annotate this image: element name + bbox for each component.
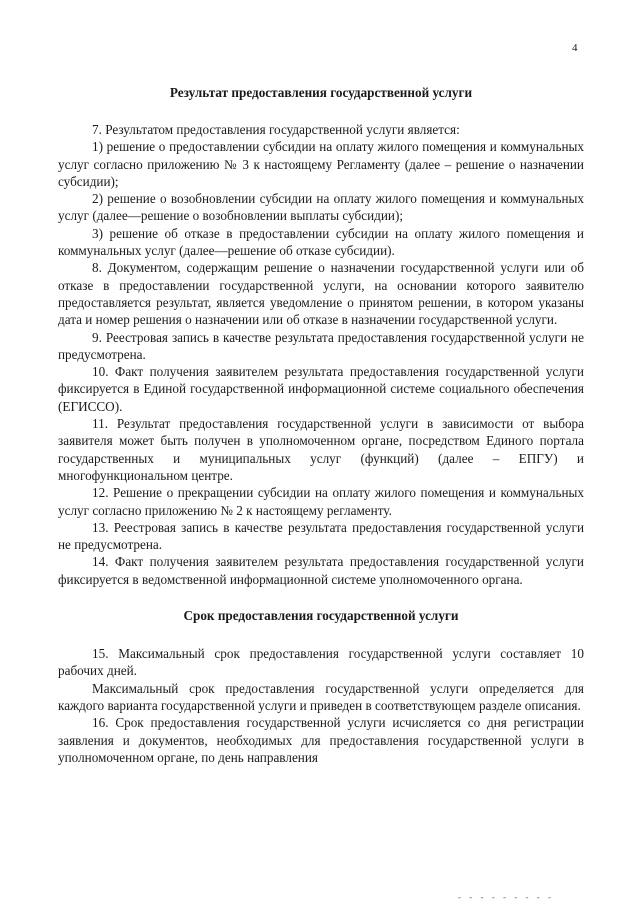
scan-artifact-marks: - - - - - - - - - [458, 892, 554, 902]
paragraph-15: 15. Максимальный срок предоставления государственной услуги составляет 10 рабочих дней. [58, 646, 584, 679]
paragraph-7-item-3: 3) решение об отказе в предоставлении субсидии на оплату жилого помещения и коммунальных услуг (далее—решение об отказе субсидии). [58, 225, 584, 259]
section-title-result: Результат предоставления государственной услуги [169, 85, 473, 100]
paragraph-14: 14. Факт получения заявителем результата предоставления государственной услуги фиксируется в ведомственной информационной системе уполномоченного органа. [58, 554, 584, 587]
paragraph-7-item-2: 2) решение о возобновлении субсидии на оплату жилого помещения и коммунальных услуг (далее—решение о возобновлении выплаты субсидии); [58, 191, 584, 224]
paragraph-10: 10. Факт получения заявителем результата предоставления государственной услуги фиксируется в Единой государственной информационной системе социального обеспечения (ЕГИССО). [58, 364, 584, 414]
paragraph-15-note: Максимальный срок предоставления государственной услуги определяется для каждого варианта государственной услуги и приведен в соответствующем разделе описания. [58, 680, 584, 713]
paragraph-12: 12. Решение о прекращении субсидии на оплату жилого помещения и коммунальных услуг согласно приложению № 2 к настоящему регламенту. [58, 485, 584, 518]
section-term-body [58, 645, 584, 766]
paragraph-8: 8. Документом, содержащим решение о назначении государственной услуги или об отказе в предоставлении государственной услуги, на основании которого заявителю предоставляется результат, является уведомление о принятом решении, в котором указаны дата и номер решения о назначении или об отказе в назначении государственной услуги. [58, 260, 584, 328]
document-body [58, 84, 584, 766]
paragraph-11: 11. Результат предоставления государственной услуги в зависимости от выбора заявителя может быть получен в уполномоченном органе, посредством Единого портала государственных и муниципальных услуг (функций) (далее – ЕПГУ) и многофункциональном центре. [58, 416, 584, 483]
paragraph-9: 9. Реестровая запись в качестве результата предоставления государственной услуги не предусмотрена. [58, 329, 584, 362]
paragraph-13: 13. Реестровая запись в качестве результата предоставления государственной услуги не предусмотрена. [58, 519, 584, 553]
paragraph-7-item-1: 1) решение о предоставлении субсидии на оплату жилого помещения и коммунальных услуг согласно приложению № 3 к настоящему Регламенту (далее – решение о назначении субсидии); [58, 139, 584, 189]
page-number: 4 [572, 42, 578, 54]
paragraph-7: 7. Результатом предоставления государственной услуги является: [92, 122, 460, 137]
section-result-body [58, 121, 584, 588]
section-title-term: Срок предоставления государственной услуги [183, 608, 459, 624]
paragraph-16: 16. Срок предоставления государственной услуги исчисляется со дня регистрации заявления и документов, необходимых для предоставления государственной услуги в уполномоченном органе, по день направления [58, 715, 584, 765]
